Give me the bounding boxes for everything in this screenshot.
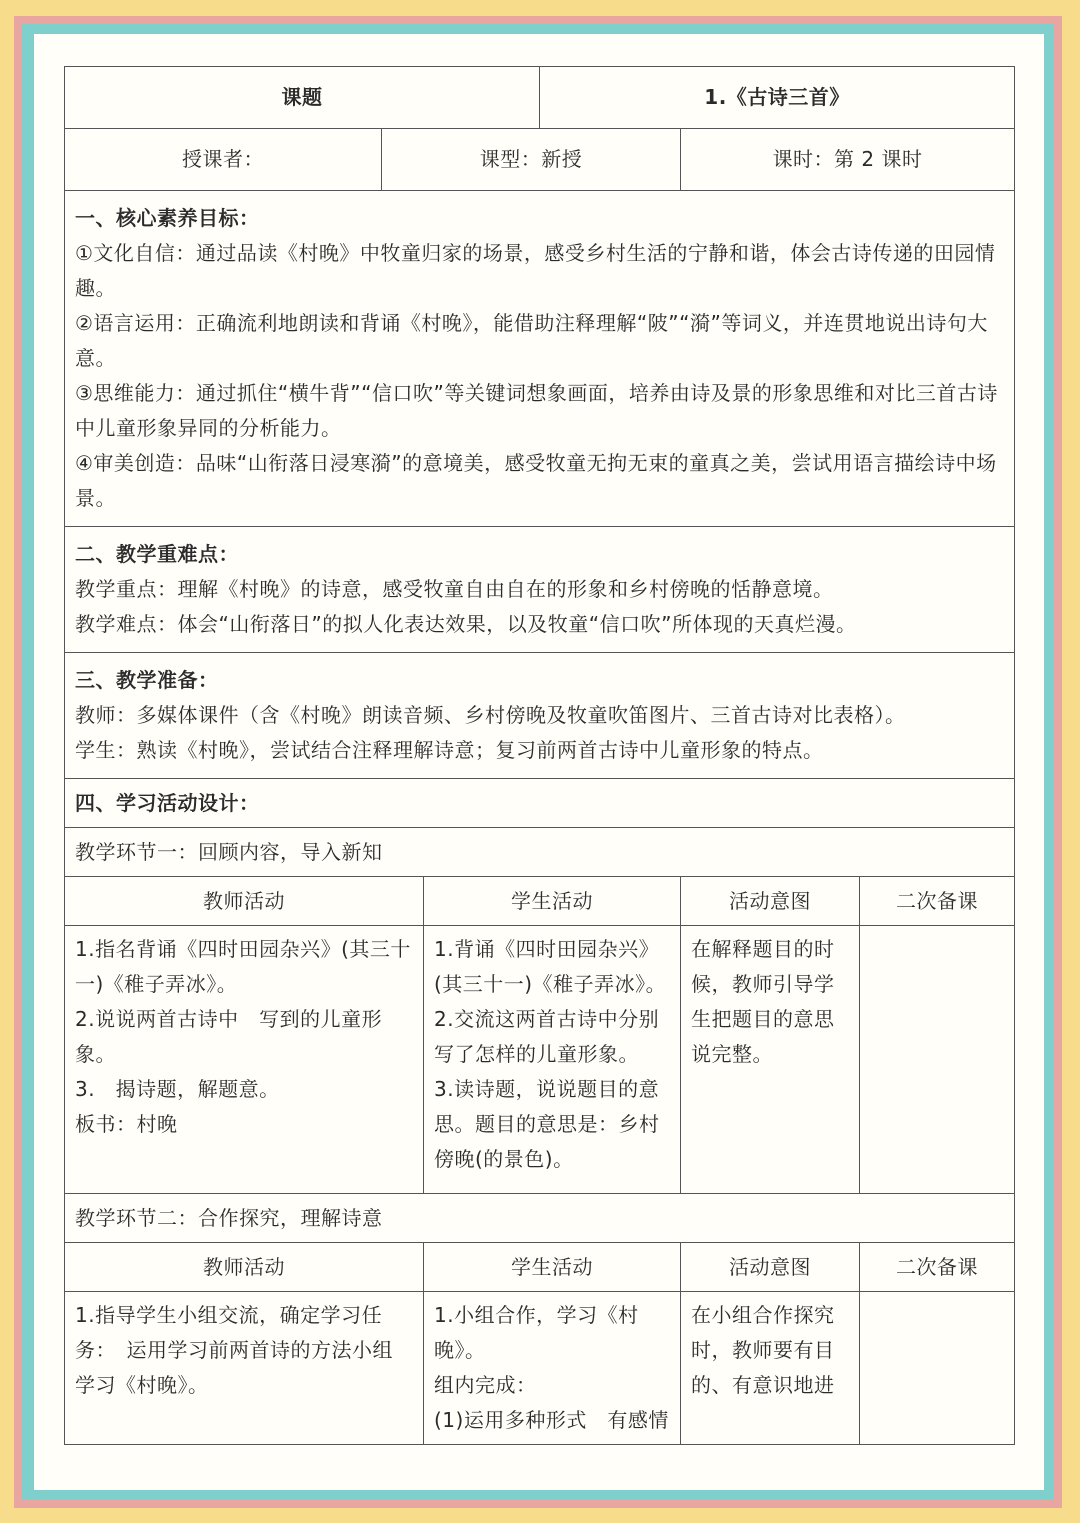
col-intent: 活动意图 [681,877,860,926]
preparation-section [65,653,1015,779]
activity-line: 2.说说两首古诗中 写到的儿童形象。 [75,1007,383,1066]
stage2-title: 教学环节二：合作探究，理解诗意 [65,1194,1015,1243]
goals-section [65,191,1015,527]
stage2-teacher-activity [65,1292,424,1445]
activity-line: 1.背诵《四时田园杂兴》(其三十一)《稚子弄冰》。 [434,937,667,996]
preparation-title: 三、教学准备： [75,668,219,692]
activity-line: 1.指名背诵《四时田园杂兴》(其三十一)《稚子弄冰》。 [75,937,411,996]
topic-label: 课题 [65,67,540,129]
stage1-title: 教学环节一：回顾内容，导入新知 [65,828,1015,877]
goal-item: ④审美创造：品味“山衔落日浸寒漪”的意境美，感受牧童无拘无束的童真之美，尝试用语言描绘诗中场景。 [75,451,997,510]
stage2-second-prep [860,1292,1015,1445]
stage2-content-row [65,1292,1015,1445]
meta-row [65,129,1015,191]
activity-line: 1.指导学生小组交流，确定学习任务： 运用学习前两首诗的方法小组学习《村晚》。 [75,1303,393,1397]
activity-line: (1)运用多种形式 有感情 [434,1408,669,1432]
stage2-intent [681,1292,860,1445]
stage1-title-row [65,828,1015,877]
activity-line: 3. 揭诗题，解题意。 [75,1077,280,1101]
goal-item: ①文化自信：通过品读《村晚》中牧童归家的场景，感受乡村生活的宁静和谐，体会古诗传递的田园情趣。 [75,241,996,300]
stage1-content-row [65,926,1015,1194]
key-point-item: 教学重点：理解《村晚》的诗意，感受牧童自由自在的形象和乡村傍晚的恬静意境。 [75,577,834,601]
activity-line: 板书：村晚 [75,1112,178,1136]
preparation-item: 教师：多媒体课件（含《村晚》朗读音频、乡村傍晚及牧童吹笛图片、三首古诗对比表格）。 [75,703,906,727]
col-second: 二次备课 [860,877,1015,926]
stage2-title-row [65,1194,1015,1243]
col-teacher: 教师活动 [65,877,424,926]
col-student: 学生活动 [424,1243,681,1292]
col-student: 学生活动 [424,877,681,926]
col-intent: 活动意图 [681,1243,860,1292]
activity-line: 3.读诗题，说说题目的意思。题目的意思是：乡村傍晚(的景色)。 [434,1077,660,1171]
stage1-second-prep [860,926,1015,1194]
teacher-name: 授课者： [65,129,382,191]
lesson-plan-table [64,66,1015,1445]
intent-text: 在小组合作探究时，教师要有目的、有意识地进 [691,1303,835,1397]
intent-text: 在解释题目的时候，教师引导学生把题目的意思说完整。 [691,937,835,1066]
stage1-teacher-activity [65,926,424,1194]
stage2-column-header [65,1243,1015,1292]
topic-value: 1.《古诗三首》 [540,67,1015,129]
key-points-title: 二、教学重难点： [75,542,239,566]
col-teacher: 教师活动 [65,1243,424,1292]
stage2-student-activity [424,1292,681,1445]
activity-line: 组内完成： [434,1373,537,1397]
document-page [34,34,1044,1490]
col-second: 二次备课 [860,1243,1015,1292]
lesson-hours: 课时：第 2 课时 [681,129,1015,191]
activity-line: 1.小组合作，学习《村晚》。 [434,1303,639,1362]
topic-row [65,67,1015,129]
stage1-student-activity [424,926,681,1194]
goal-item: ③思维能力：通过抓住“横牛背”“信口吹”等关键词想象画面，培养由诗及景的形象思维和对比三首古诗中儿童形象异同的分析能力。 [75,381,998,440]
design-title-row [65,779,1015,828]
goal-item: ②语言运用：正确流利地朗读和背诵《村晚》，能借助注释理解“陂”“漪”等词义，并连贯地说出诗句大意。 [75,311,988,370]
key-points-section [65,527,1015,653]
lesson-type: 课型：新授 [382,129,681,191]
stage1-intent [681,926,860,1194]
goals-title: 一、核心素养目标： [75,206,260,230]
design-title: 四、学习活动设计： [65,779,1015,828]
key-point-item: 教学难点：体会“山衔落日”的拟人化表达效果，以及牧童“信口吹”所体现的天真烂漫。 [75,612,857,636]
stage1-column-header [65,877,1015,926]
preparation-item: 学生：熟读《村晚》，尝试结合注释理解诗意；复习前两首古诗中儿童形象的特点。 [75,738,824,762]
activity-line: 2.交流这两首古诗中分别写了怎样的儿童形象。 [434,1007,660,1066]
